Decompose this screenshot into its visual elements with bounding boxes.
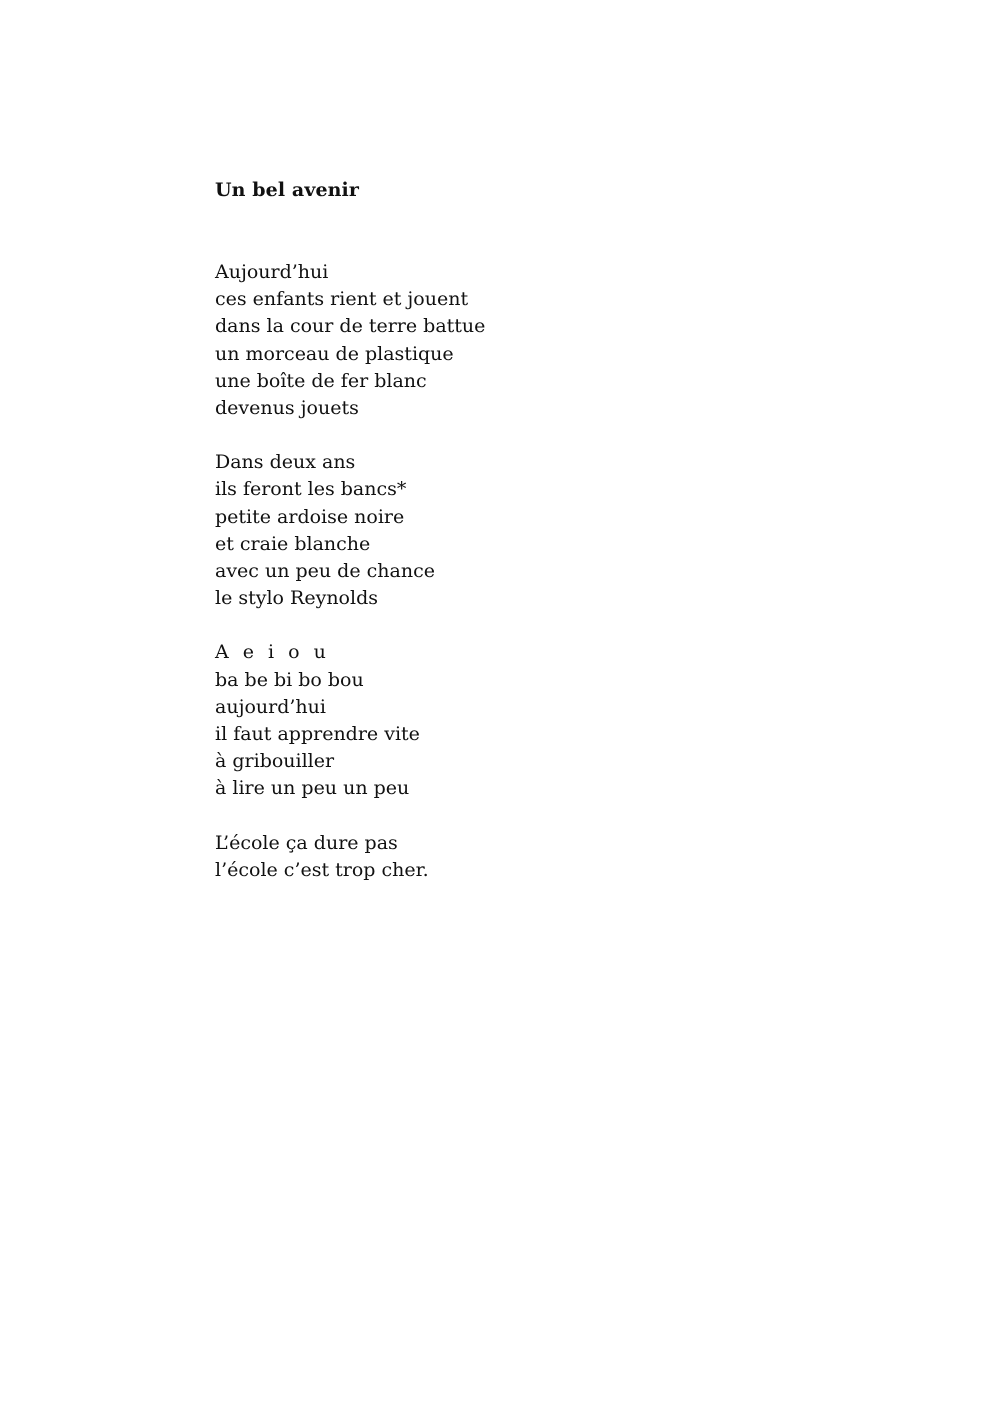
- poem-line: petite ardoise noire: [215, 505, 405, 528]
- poem-line: Dans deux ans: [215, 451, 356, 474]
- poem-line: à gribouiller: [215, 750, 335, 773]
- poem-line: le stylo Reynolds: [215, 587, 378, 610]
- poem-line: A e i o u: [215, 641, 330, 664]
- poem-line: devenus jouets: [215, 397, 359, 420]
- stanza-4: [215, 830, 735, 884]
- poem-line: un morceau de plastique: [215, 342, 454, 365]
- poem-line: L’école ça dure pas: [215, 831, 398, 854]
- poem-line: l’école c’est trop cher.: [215, 858, 429, 881]
- poem-line: ces enfants rient et jouent: [215, 288, 469, 311]
- poem-title: Un bel avenir: [215, 179, 359, 201]
- stanza-1: [215, 259, 735, 422]
- poem-line: il faut apprendre vite: [215, 723, 420, 746]
- stanza-2: [215, 449, 735, 612]
- poem-line: aujourd’hui: [215, 695, 326, 718]
- poem-line: avec un peu de chance: [215, 560, 435, 583]
- poem-line: dans la cour de terre battue: [215, 315, 486, 338]
- poem-line: à lire un peu un peu: [215, 777, 410, 800]
- poem-line: ba be bi bo bou: [215, 668, 364, 691]
- poem-line: Aujourd’hui: [215, 261, 329, 283]
- poem-body: [215, 259, 735, 911]
- poem-line: ils feront les bancs*: [215, 478, 407, 501]
- poem-line: une boîte de fer blanc: [215, 369, 427, 392]
- poem-line: et craie blanche: [215, 532, 371, 555]
- stanza-3: [215, 639, 735, 802]
